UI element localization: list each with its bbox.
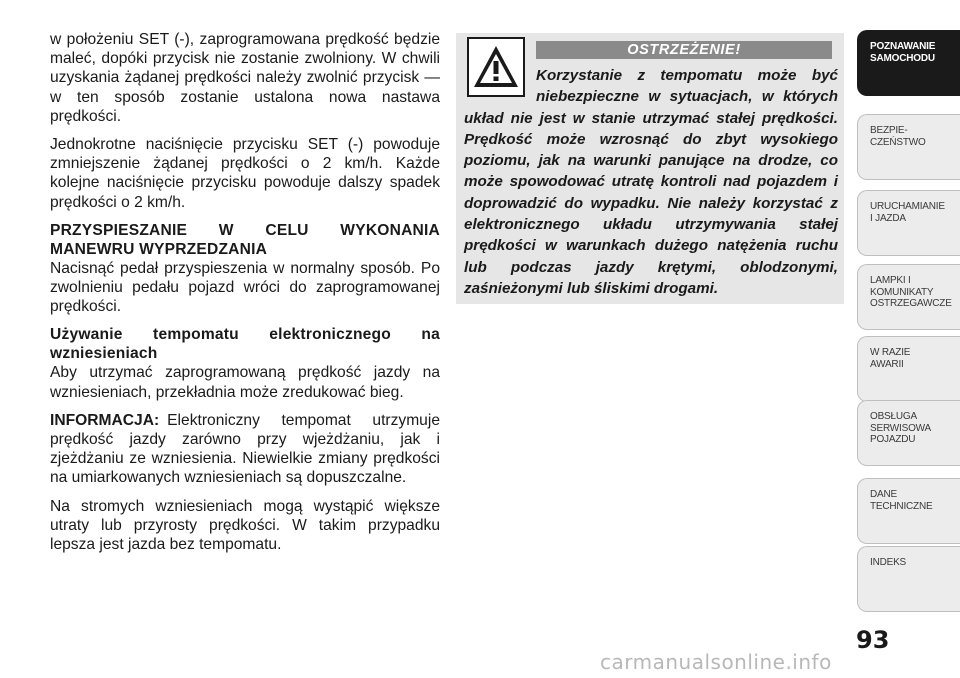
paragraph: Jednokrotne naciśnięcie przycisku SET (-) powoduje zmniejszenie żądanej prędkości o 2 km/h. Każde kolejne naciśnięcie przycisku powoduje dalszy spadek prędkości o 2 km/h. (50, 136, 440, 211)
paragraph: w położeniu SET (-), zaprogramowana prędkość będzie maleć, dopóki przycisk nie zostanie zwolniony. W chwili uzyskania żądanej prędkości należy zwolnić przycisk — w ten sposób zostanie ustalona nowa nastawa prędkości. (50, 31, 440, 125)
warning-box (456, 33, 844, 304)
main-text-column (50, 30, 440, 563)
info-note (50, 411, 440, 488)
tab-indeks[interactable]: INDEKS (857, 546, 960, 612)
tab-w-razie-awarii[interactable]: W RAZIE AWARII (857, 336, 960, 402)
page-number: 93 (856, 626, 890, 654)
info-label: INFORMACJA: (50, 411, 160, 429)
tab-obsluga-serwisowa[interactable]: OBSŁUGA SERWISOWA POJAZDU (857, 400, 960, 466)
paragraph: Na stromych wzniesieniach mogą wystąpić większe utraty lub przyrosty prędkości. W takim przypadku lepsza jest jazda bez tempomatu. (50, 497, 440, 554)
paragraph: Nacisnąć pedał przyspieszenia w normalny sposób. Po zwolnieniu pedału pojazd wróci do zaprogramowanej prędkości. (50, 259, 440, 316)
tab-uruchamianie-i-jazda[interactable]: URUCHAMIANIE I JAZDA (857, 190, 960, 256)
paragraph: Aby utrzymać zaprogramowaną prędkość jazdy na wzniesieniach, przekładnia może zredukować bieg. (50, 364, 440, 401)
tab-lampki-i-komunikaty[interactable]: LAMPKI I KOMUNIKATY OSTRZEGAWCZE (857, 264, 960, 330)
tab-dane-techniczne[interactable]: DANE TECHNICZNE (857, 478, 960, 544)
info-text: Elektroniczny tempomat utrzymuje prędkość jazdy zarówno przy wjeżdżaniu, jak i zjeżdżaniu ze wzniesienia. Niewielkie zmiany prędkości na umiarkowanych wzniesieniach są dopuszczalne. (50, 411, 440, 487)
section-heading: Używanie tempomatu elektronicznego na wzniesieniach (50, 326, 440, 363)
warning-title: OSTRZEŻENIE! (536, 41, 832, 59)
watermark: carmanualsonline.info (600, 650, 832, 674)
tab-bezpieczenstwo[interactable]: BEZPIE- CZEŃSTWO (857, 114, 960, 180)
section-heading: PRZYSPIESZANIE W CELU WYKONANIA MANEWRU WYPRZEDZANIA (50, 221, 440, 258)
tab-poznawanie-samochodu[interactable]: POZNAWANIE SAMOCHODU (857, 30, 960, 96)
warning-text: Korzystanie z tempomatu może być niebezpieczne w sytuacjach, w których układ nie jest w stanie utrzymać stałej prędkości. Prędkość może wzrosnąć do zbyt wysokiego poziomu, jak na warunki panujące na drodze, co może spowodować utratę kontroli nad pojazdem i doprowadzić do wypadku. Nie należy korzystać z elektronicznego układu utrzymywania stałej prędkości w warunkach dużego natężenia ruchu lub podczas jazdy krętymi, oblodzonymi, zaśnieżonymi lub śliskimi drogami. (464, 67, 838, 297)
